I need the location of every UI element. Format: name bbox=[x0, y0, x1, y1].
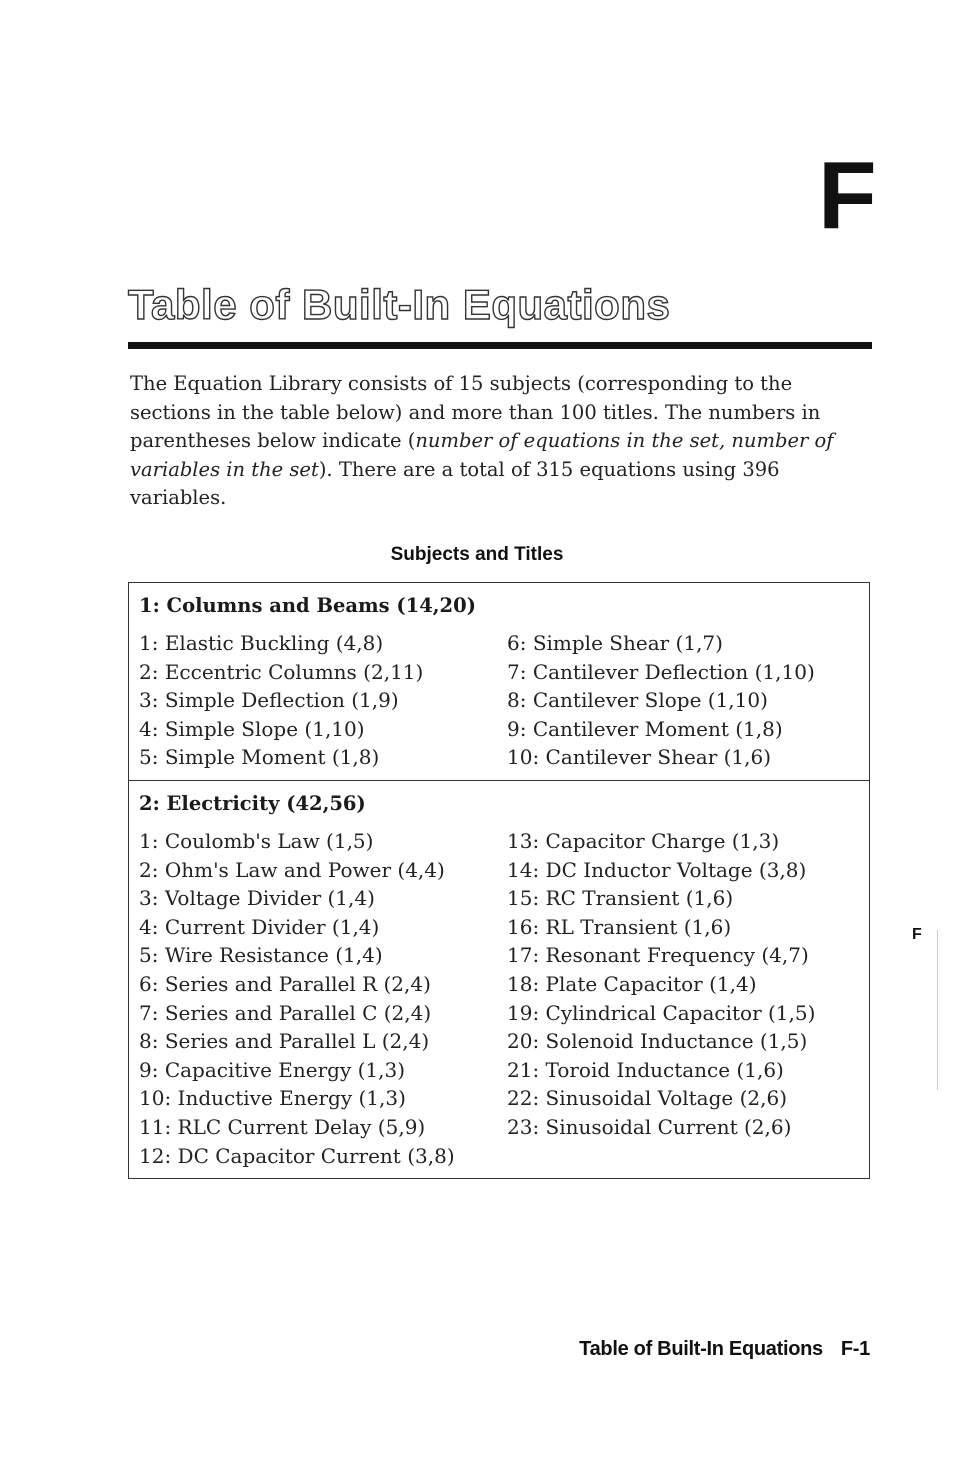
title-entry: 2: Eccentric Columns (2,11) bbox=[139, 659, 424, 684]
title-column-left bbox=[139, 827, 507, 1170]
title-entry: 1: Coulomb's Law (1,5) bbox=[139, 828, 374, 853]
title-entry: 5: Simple Moment (1,8) bbox=[139, 745, 380, 770]
title-entry: 3: Simple Deflection (1,9) bbox=[139, 688, 399, 713]
title-entry: 13: Capacitor Charge (1,3) bbox=[507, 828, 780, 853]
title-entry: 9: Cantilever Moment (1,8) bbox=[507, 716, 783, 741]
table-caption: Subjects and Titles bbox=[390, 544, 564, 565]
title-column-right bbox=[507, 629, 859, 772]
title-entry: 11: RLC Current Delay (5,9) bbox=[139, 1114, 426, 1139]
title-entry: 3: Voltage Divider (1,4) bbox=[139, 886, 375, 911]
title-entry: 22: Sinusoidal Voltage (2,6) bbox=[507, 1086, 787, 1111]
subject-heading: 2: Electricity (42,56) bbox=[139, 791, 366, 815]
side-tab-rule bbox=[937, 930, 938, 1090]
page-title: Table of Built-In Equations bbox=[128, 281, 671, 328]
title-entry: 14: DC Inductor Voltage (3,8) bbox=[507, 857, 807, 882]
title-entry: 4: Current Divider (1,4) bbox=[139, 914, 380, 939]
title-entry: 8: Cantilever Slope (1,10) bbox=[507, 688, 768, 713]
chapter-letter: F bbox=[818, 142, 877, 249]
title-entry: 10: Inductive Energy (1,3) bbox=[139, 1086, 406, 1111]
subject-section bbox=[129, 583, 869, 780]
title-entry: 7: Cantilever Deflection (1,10) bbox=[507, 659, 815, 684]
title-rule bbox=[128, 342, 872, 349]
subject-heading: 1: Columns and Beams (14,20) bbox=[139, 594, 476, 617]
title-column-left bbox=[139, 629, 507, 772]
subject-section bbox=[129, 780, 869, 1178]
title-entry: 12: DC Capacitor Current (3,8) bbox=[139, 1143, 455, 1168]
intro-text-1: The Equation Library consists of 15 subjects (corresponding to the sections in the table below) and more than 100 titles. The numbers in parentheses below indicate ( bbox=[130, 372, 821, 452]
title-entry: 10: Cantilever Shear (1,6) bbox=[507, 745, 772, 770]
title-entry: 7: Series and Parallel C (2,4) bbox=[139, 1000, 432, 1025]
footer-page-number: F-1 bbox=[840, 1338, 870, 1360]
footer-title: Table of Built-In Equations bbox=[579, 1338, 823, 1360]
title-entry: 18: Plate Capacitor (1,4) bbox=[507, 971, 757, 996]
subjects-table bbox=[128, 582, 870, 1179]
title-entry: 16: RL Transient (1,6) bbox=[507, 914, 732, 939]
title-entry: 15: RC Transient (1,6) bbox=[507, 886, 734, 911]
title-entry: 2: Ohm's Law and Power (4,4) bbox=[139, 857, 445, 882]
title-entry: 5: Wire Resistance (1,4) bbox=[139, 943, 383, 968]
title-entry: 4: Simple Slope (1,10) bbox=[139, 716, 365, 741]
title-entry: 6: Series and Parallel R (2,4) bbox=[139, 971, 431, 996]
title-entry: 21: Toroid Inductance (1,6) bbox=[507, 1057, 784, 1082]
title-entry: 9: Capacitive Energy (1,3) bbox=[139, 1057, 406, 1082]
title-entry: 23: Sinusoidal Current (2,6) bbox=[507, 1114, 792, 1139]
title-entry: 6: Simple Shear (1,7) bbox=[507, 631, 723, 655]
title-column-right bbox=[507, 827, 859, 1170]
intro-paragraph bbox=[130, 370, 870, 513]
title-entry: 20: Solenoid Inductance (1,5) bbox=[507, 1029, 808, 1054]
intro-text-2: ). There are a total of 315 equations using 396 variables. bbox=[130, 457, 780, 509]
side-tab-letter: F bbox=[912, 926, 922, 943]
intro-italic: number of equations in the set, number of variables in the set bbox=[130, 429, 834, 481]
title-entry: 8: Series and Parallel L (2,4) bbox=[139, 1029, 430, 1054]
title-entry: 19: Cylindrical Capacitor (1,5) bbox=[507, 1000, 816, 1025]
page-footer bbox=[579, 1338, 870, 1361]
title-entry: 1: Elastic Buckling (4,8) bbox=[139, 631, 384, 655]
title-entry: 17: Resonant Frequency (4,7) bbox=[507, 943, 809, 968]
